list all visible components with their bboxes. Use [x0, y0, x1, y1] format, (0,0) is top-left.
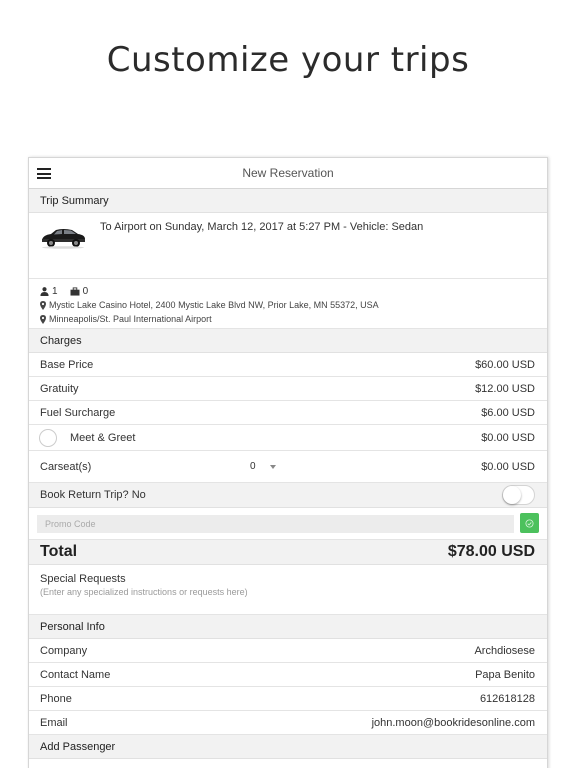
charge-row-base-price: [29, 353, 547, 377]
field-value: Papa Benito: [475, 669, 535, 681]
field-label: Email: [40, 717, 68, 729]
app-screen: [28, 157, 548, 768]
meet-greet-row: [29, 425, 547, 451]
navbar: [29, 158, 547, 189]
pickup-address: [40, 300, 379, 310]
charge-value: $12.00 USD: [475, 383, 535, 395]
charge-row-fuel-surcharge: [29, 401, 547, 425]
trip-summary-row: [29, 213, 547, 279]
field-row-email[interactable]: [29, 711, 547, 735]
trip-summary-header: Trip Summary: [29, 189, 547, 213]
field-row-phone[interactable]: [29, 687, 547, 711]
special-requests-input[interactable]: [40, 587, 520, 605]
field-label: Contact Name: [40, 669, 111, 681]
field-value: 612618128: [479, 693, 535, 705]
field-label: Company: [40, 645, 88, 657]
promo-code-input[interactable]: [37, 515, 514, 533]
carseat-quantity-value: 0: [250, 461, 256, 472]
pickup-address-text: Mystic Lake Casino Hotel, 2400 Mystic Lake Blvd NW, Prior Lake, MN 55372, USA: [49, 300, 379, 310]
charge-label: Base Price: [40, 359, 94, 371]
meet-greet-label: Meet & Greet: [70, 432, 136, 444]
carseat-quantity-select[interactable]: [250, 451, 276, 483]
dropoff-address-text: Minneapolis/St. Paul International Airport: [49, 314, 212, 324]
trip-details: [29, 279, 547, 329]
luggage-count: 0: [82, 286, 89, 297]
sedan-car-icon: [39, 225, 87, 249]
passenger-luggage-counts: [40, 286, 88, 297]
return-trip-toggle[interactable]: [502, 485, 535, 505]
apply-promo-button[interactable]: [520, 513, 539, 533]
charge-row-gratuity: [29, 377, 547, 401]
charges-header: Charges: [29, 329, 547, 353]
add-passenger-header[interactable]: Add Passenger: [29, 735, 547, 759]
total-label: Total: [40, 543, 78, 560]
field-row-company[interactable]: [29, 639, 547, 663]
field-row-contact-name[interactable]: [29, 663, 547, 687]
charge-value: $6.00 USD: [481, 407, 535, 419]
chevron-down-icon: [270, 465, 276, 469]
field-value: Archdiosese: [474, 645, 535, 657]
total-row: [29, 540, 547, 565]
meet-greet-value: $0.00 USD: [481, 432, 535, 444]
passenger-count: 1: [52, 286, 58, 297]
carseat-row: [29, 451, 547, 483]
briefcase-icon: [70, 287, 80, 296]
hero-title: Customize your trips: [106, 40, 470, 80]
return-trip-row: [29, 483, 547, 508]
special-requests: [29, 565, 547, 615]
nav-title: New Reservation: [242, 166, 334, 180]
check-circle-icon: [525, 519, 534, 528]
trip-description: To Airport on Sunday, March 12, 2017 at 5:27 PM - Vehicle: Sedan: [100, 221, 424, 233]
charge-label: Gratuity: [40, 383, 79, 395]
return-trip-label: Book Return Trip? No: [40, 489, 146, 501]
carseat-label: Carseat(s): [40, 461, 92, 473]
special-requests-label: Special Requests: [40, 573, 126, 585]
person-icon: [40, 287, 49, 296]
promo-row: [29, 508, 547, 540]
meet-greet-checkbox[interactable]: [39, 429, 57, 447]
personal-info-header: Personal Info: [29, 615, 547, 639]
charge-value: $60.00 USD: [475, 359, 535, 371]
dropoff-address: [40, 314, 212, 324]
total-value: $78.00 USD: [447, 543, 535, 560]
field-label: Phone: [40, 693, 72, 705]
map-marker-icon: [40, 315, 46, 324]
charge-label: Fuel Surcharge: [40, 407, 116, 419]
field-value: john.moon@bookridesonline.com: [371, 717, 535, 729]
map-marker-icon: [40, 301, 46, 310]
carseat-value: $0.00 USD: [481, 461, 535, 473]
